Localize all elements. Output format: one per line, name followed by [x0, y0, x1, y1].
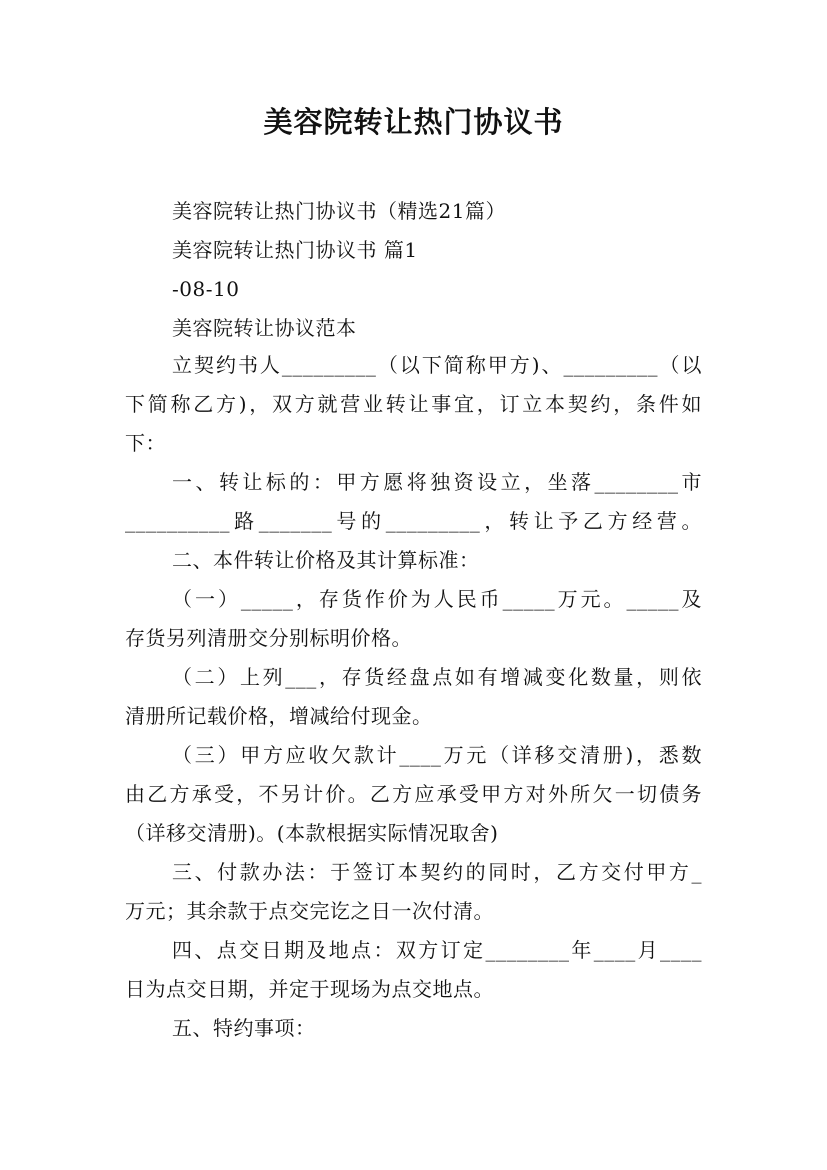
text-line: 三、付款办法：于签订本契约的同时，乙方交付甲方_	[172, 860, 702, 884]
text-line: 二、本件转让价格及其计算标准：	[172, 548, 480, 572]
text-line: 四、点交日期及地点：双方订定________年____月____	[172, 938, 702, 962]
text-line: 美容院转让热门协议书（精选21篇）	[172, 199, 506, 223]
text-line: 由乙方承受，不另计价。乙方应承受甲方对外所欠一切债务	[125, 782, 702, 806]
text-line: 一、转让标的：甲方愿将独资设立，坐落________市	[172, 470, 702, 494]
text-line: 美容院转让协议范本	[172, 316, 357, 340]
text-line: 清册所记载价格，增减给付现金。	[125, 704, 433, 728]
text-line: （二）上列___，存货经盘点如有增减变化数量，则依	[172, 665, 702, 689]
text-line: 五、特约事项：	[172, 1016, 316, 1040]
text-line: 存货另列清册交分别标明价格。	[125, 626, 412, 650]
text-line: （一）_____，存货作价为人民币_____万元。_____及	[172, 587, 702, 611]
text-line: （详移交清册)。(本款根据实际情况取舍)	[125, 821, 499, 845]
text-line: （三）甲方应收欠款计____万元（详移交清册)，悉数	[172, 743, 702, 767]
text-line: 美容院转让热门协议书 篇1	[172, 238, 418, 262]
text-line: 日为点交日期，并定于现场为点交地点。	[125, 977, 494, 1001]
text-line: 立契约书人_________（以下简称甲方)、_________（以	[172, 353, 702, 377]
document-title: 美容院转让热门协议书	[263, 105, 564, 139]
text-line: 万元；其余款于点交完讫之日一次付清。	[125, 899, 494, 923]
text-line: __________路_______号的_________，转让予乙方经营。	[125, 509, 702, 533]
text-line: 下简称乙方)，双方就营业转让事宜，订立本契约，条件如	[125, 392, 702, 416]
text-line: 下：	[125, 431, 166, 455]
text-line: -08-10	[172, 277, 240, 301]
